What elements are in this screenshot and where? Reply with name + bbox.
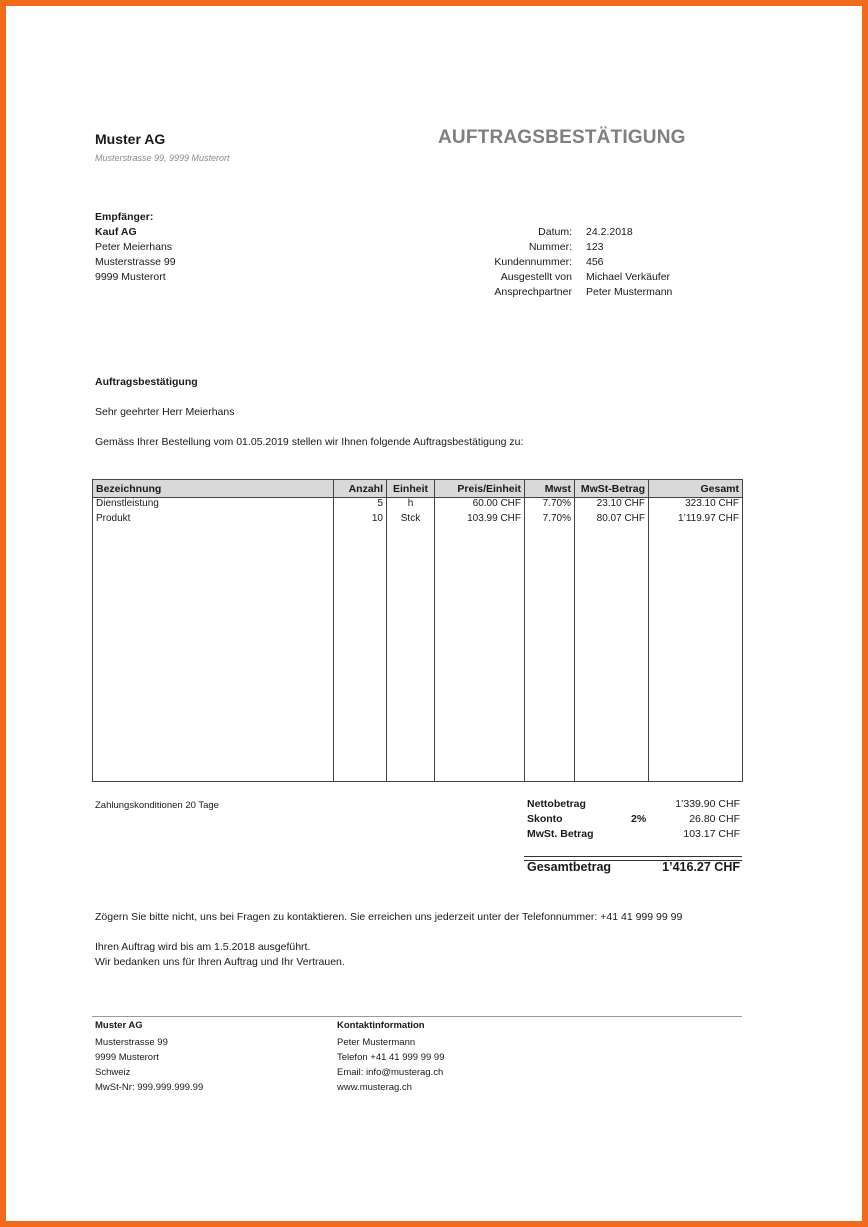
footer-company-line: Musterstrasse 99 (95, 1037, 168, 1048)
table-row (93, 498, 743, 514)
col-header-unit: Einheit (387, 480, 435, 498)
cell-vat-rate: 7.70% (525, 498, 575, 514)
footer-company-line: MwSt-Nr: 999.999.999.99 (95, 1082, 204, 1093)
footer-company-line: Schweiz (95, 1067, 131, 1078)
total-percent: 2% (631, 813, 647, 825)
intro-text: Gemäss Ihrer Bestellung vom 01.05.2019 stellen wir Ihnen folgende Auftragsbestätigung zu: (95, 436, 524, 448)
footer-contact-heading: Kontaktinformation (337, 1020, 425, 1031)
footer-contact-line: Telefon +41 41 999 99 99 (337, 1052, 445, 1063)
footer-contact (337, 1018, 445, 1095)
total-row-vat (527, 828, 740, 843)
total-value: 26.80 CHF (689, 813, 740, 825)
meta-key-issued-by: Ausgestellt von (500, 271, 572, 283)
footer-company (95, 1018, 203, 1095)
footer-divider (92, 1016, 742, 1017)
payment-terms: Zahlungskonditionen 20 Tage (95, 800, 219, 811)
meta-labels (440, 225, 572, 300)
col-header-description: Bezeichnung (93, 480, 334, 498)
total-label: MwSt. Betrag (527, 828, 594, 840)
footer-company-line: 9999 Musterort (95, 1052, 159, 1063)
table-row (93, 513, 743, 528)
meta-key-number: Nummer: (528, 241, 572, 253)
items-table (92, 479, 743, 782)
footer-contact-line: Peter Mustermann (337, 1037, 416, 1048)
grand-total-value: 1’416.27 CHF (662, 860, 740, 874)
cell-total: 323.10 CHF (649, 498, 743, 514)
recipient-block (95, 210, 176, 285)
recipient-company: Kauf AG (95, 226, 137, 238)
cell-quantity: 5 (334, 498, 387, 514)
cell-total: 1’119.97 CHF (649, 513, 743, 528)
meta-values (586, 225, 672, 300)
footer-contact-website[interactable]: www.musterag.ch (337, 1082, 412, 1093)
cell-unit-price: 103.99 CHF (435, 513, 525, 528)
col-header-vat-rate: Mwst (525, 480, 575, 498)
subject-heading: Auftragsbestätigung (95, 376, 198, 388)
cell-description: Produkt (93, 513, 334, 528)
footer-contact-email[interactable]: Email: info@musterag.ch (337, 1067, 444, 1078)
cell-unit-price: 60.00 CHF (435, 498, 525, 514)
recipient-person: Peter Meierhans (95, 241, 173, 253)
col-header-unit-price: Preis/Einheit (435, 480, 525, 498)
contact-note: Zögern Sie bitte nicht, uns bei Fragen zu kontaktieren. Sie erreichen uns jederzeit unter der Telefonnummer: +41 41 999 99 99 (95, 911, 683, 923)
cell-vat-rate: 7.70% (525, 513, 575, 528)
document-title: AUFTRAGSBESTÄTIGUNG (438, 127, 686, 148)
table-empty-space (93, 528, 743, 782)
meta-value-issued-by: Michael Verkäufer (586, 271, 671, 283)
recipient-city: 9999 Musterort (95, 271, 166, 283)
col-header-vat-amount: MwSt-Betrag (575, 480, 649, 498)
table-header-row (93, 480, 743, 498)
sender-name: Muster AG (95, 131, 166, 147)
cell-unit: Stck (387, 513, 435, 528)
meta-value-contact-person: Peter Mustermann (586, 286, 673, 298)
cell-description: Dienstleistung (93, 498, 334, 514)
meta-key-date: Datum: (538, 226, 572, 238)
total-row-net (527, 798, 740, 813)
total-row-discount (527, 813, 740, 828)
meta-value-number: 123 (586, 241, 604, 253)
grand-total (527, 860, 740, 874)
col-header-total: Gesamt (649, 480, 743, 498)
meta-value-customer-number: 456 (586, 256, 604, 268)
meta-key-contact-person: Ansprechpartner (494, 286, 572, 298)
total-label: Nettobetrag (527, 798, 586, 810)
recipient-street: Musterstrasse 99 (95, 256, 176, 268)
salutation: Sehr geehrter Herr Meierhans (95, 406, 235, 418)
total-value: 103.17 CHF (683, 828, 740, 840)
cell-vat-amount: 23.10 CHF (575, 498, 649, 514)
closing-line-1: Ihren Auftrag wird bis am 1.5.2018 ausgeführt. (95, 941, 311, 953)
meta-key-customer-number: Kundennummer: (494, 256, 572, 268)
total-label: Skonto (527, 813, 563, 825)
closing-text (95, 940, 345, 970)
footer-company-heading: Muster AG (95, 1020, 143, 1031)
total-value: 1’339.90 CHF (675, 798, 740, 810)
closing-line-2: Wir bedanken uns für Ihren Auftrag und Ihr Vertrauen. (95, 956, 345, 968)
cell-unit: h (387, 498, 435, 514)
col-header-quantity: Anzahl (334, 480, 387, 498)
cell-quantity: 10 (334, 513, 387, 528)
cell-vat-amount: 80.07 CHF (575, 513, 649, 528)
grand-total-label: Gesamtbetrag (527, 860, 612, 874)
sender-address: Musterstrasse 99, 9999 Musterort (95, 153, 230, 163)
recipient-label: Empfänger: (95, 211, 154, 223)
meta-value-date: 24.2.2018 (586, 226, 633, 238)
